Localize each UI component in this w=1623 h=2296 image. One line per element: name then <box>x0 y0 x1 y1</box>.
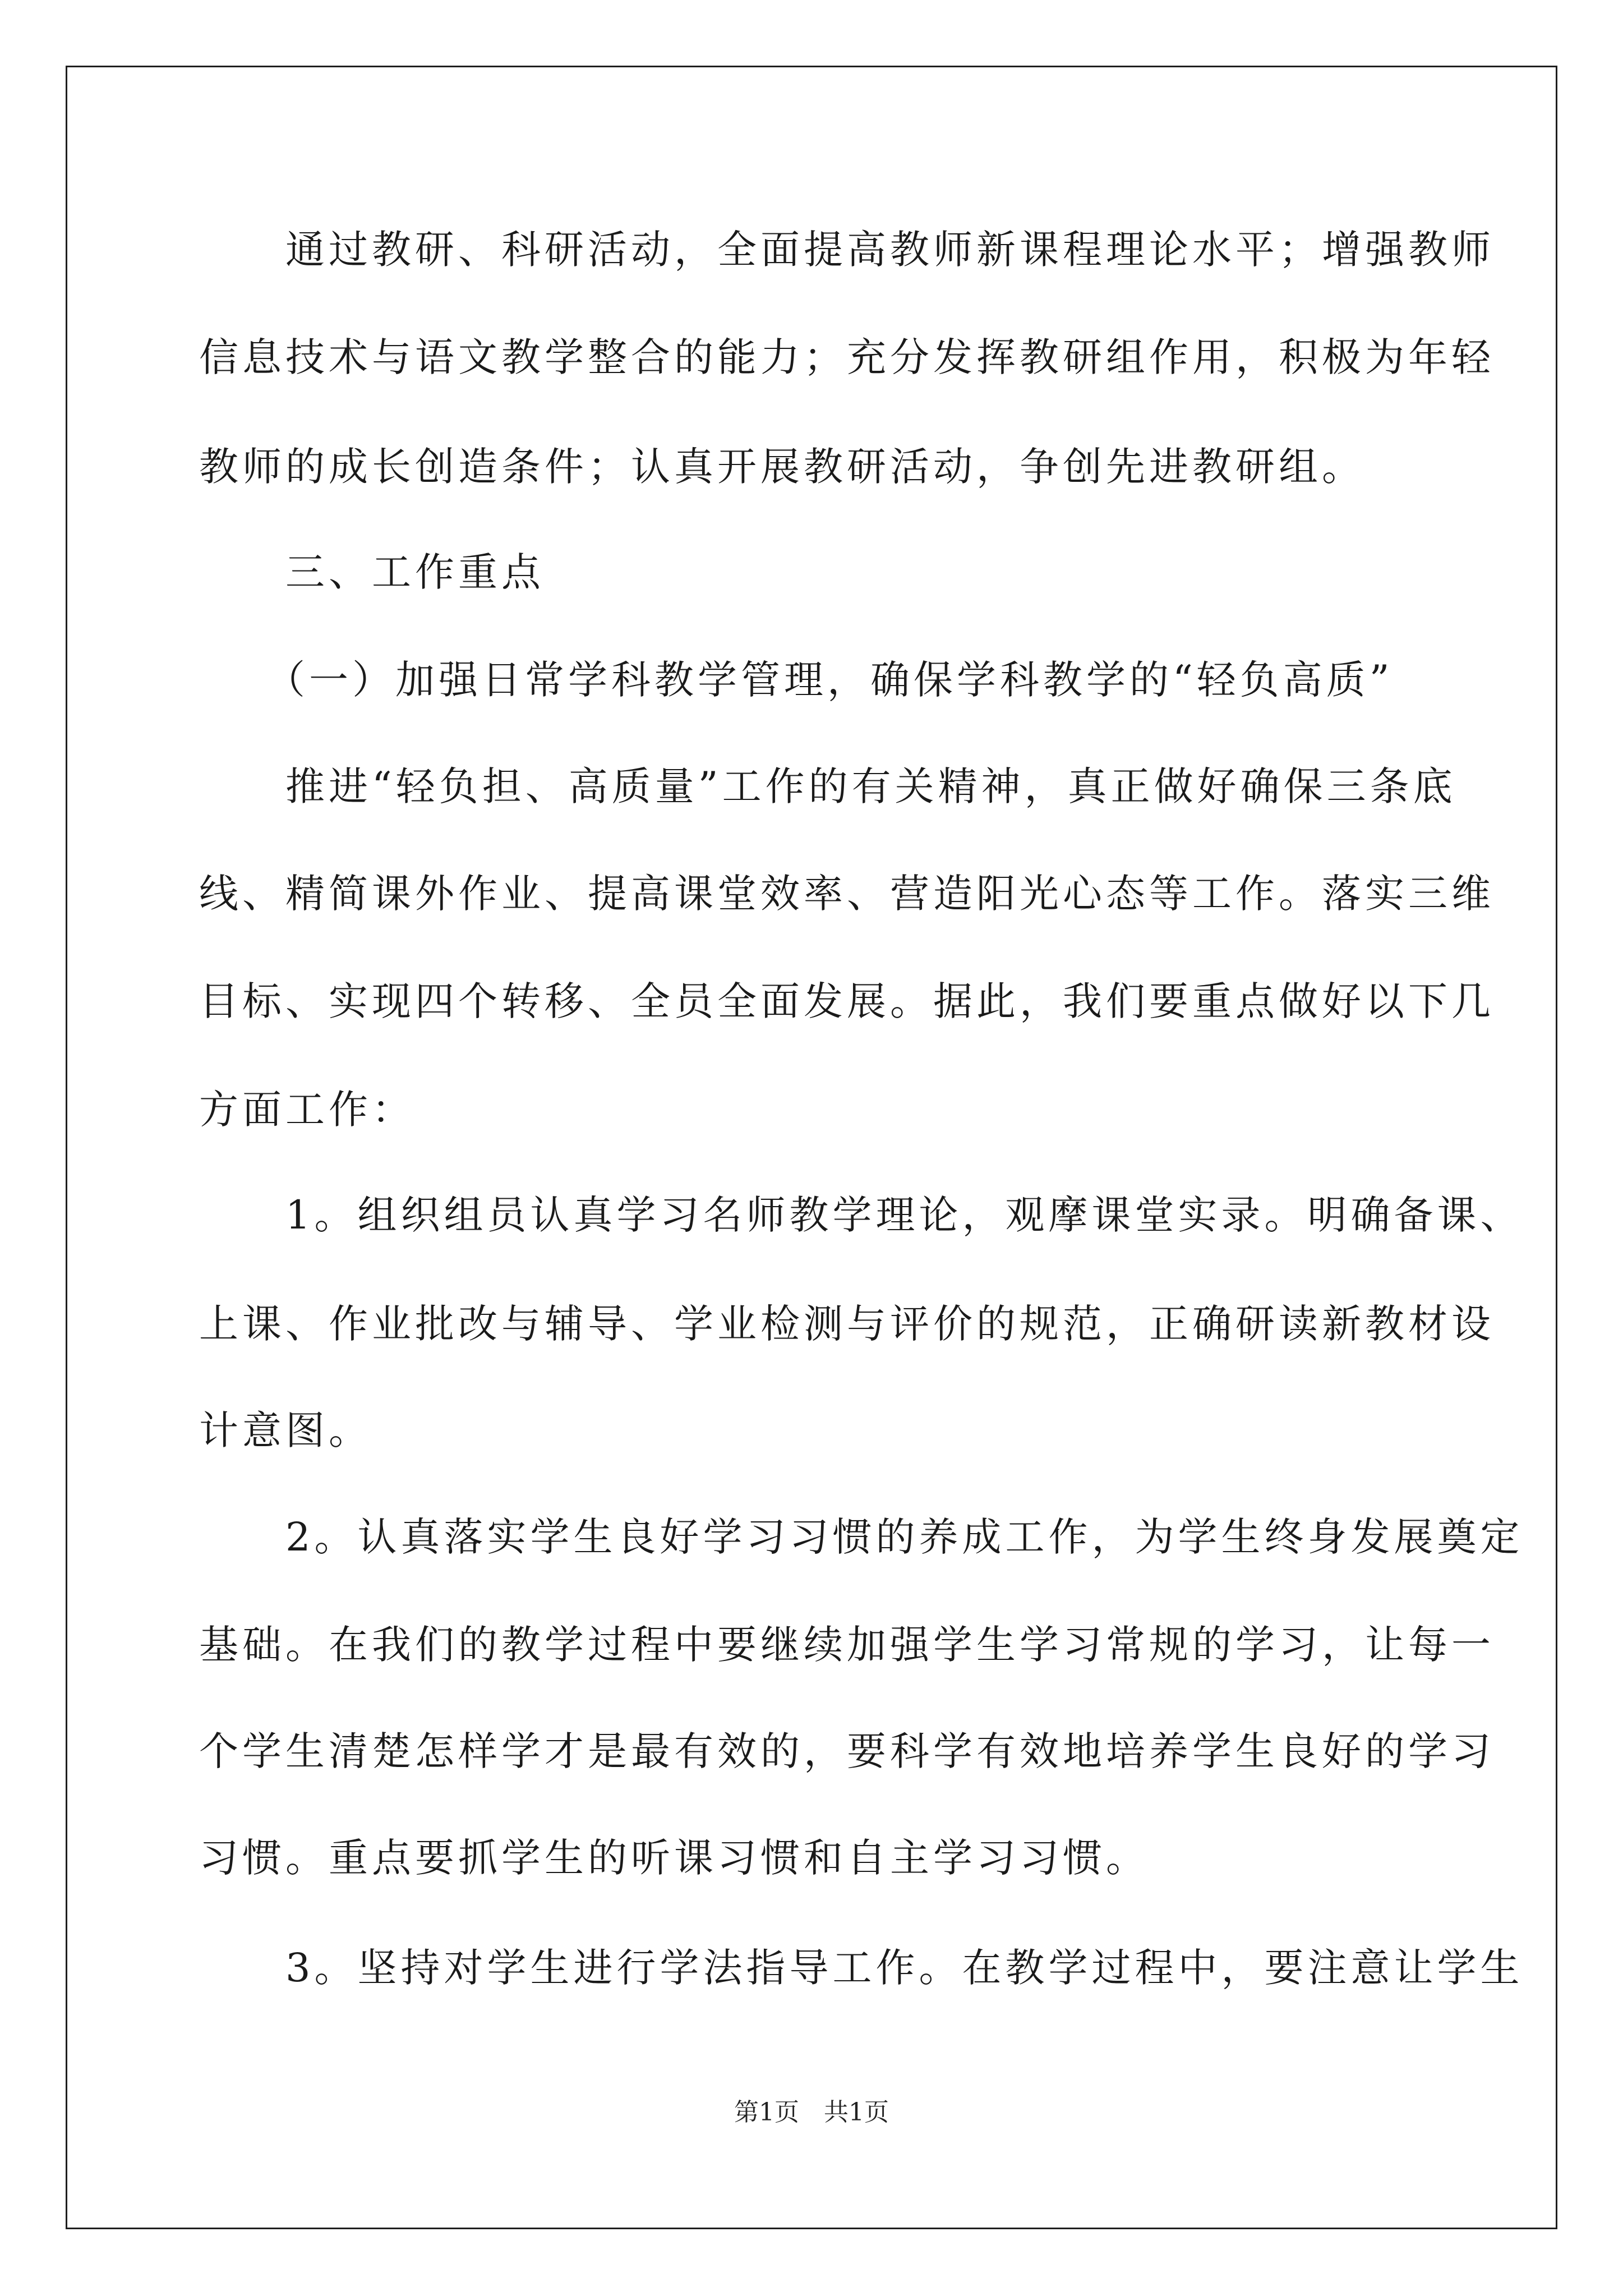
page-footer: 第1页 共1页 <box>734 2098 889 2127</box>
list-item-line: 上课、作业批改与辅导、学业检测与评价的规范，正确研读新教材设 <box>199 1301 1495 1347</box>
paragraph-line: 推进“轻负担、高质量”工作的有关精神，真正做好确保三条底 <box>199 763 1456 809</box>
list-item-line: 习惯。重点要抓学生的听课习惯和自主学习习惯。 <box>199 1835 1149 1881</box>
subsection-heading: （一）加强日常学科教学管理，确保学科教学的“轻负高质” <box>199 657 1394 703</box>
list-item-line: 3。坚持对学生进行学法指导工作。在教学过程中，要注意让学生 <box>199 1945 1524 1991</box>
paragraph-line: 方面工作： <box>199 1087 415 1133</box>
list-item-line: 基础。在我们的教学过程中要继续加强学生学习常规的学习，让每一 <box>199 1622 1495 1668</box>
paragraph-line: 线、精简课外作业、提高课堂效率、营造阳光心态等工作。落实三维 <box>199 871 1495 917</box>
list-item-line: 计意图。 <box>199 1407 372 1453</box>
list-item-line: 1。组织组员认真学习名师教学理论，观摩课堂实录。明确备课、 <box>199 1192 1524 1238</box>
list-item-line: 2。认真落实学生良好学习习惯的养成工作，为学生终身发展奠定 <box>199 1514 1524 1560</box>
paragraph-line: 通过教研、科研活动，全面提高教师新课程理论水平；增强教师 <box>199 227 1495 273</box>
list-item-line: 个学生清楚怎样学才是最有效的，要科学有效地培养学生良好的学习 <box>199 1728 1495 1774</box>
paragraph-line: 目标、实现四个转移、全员全面发展。据此，我们要重点做好以下几 <box>199 978 1495 1024</box>
page-border <box>66 66 1557 2229</box>
section-heading: 三、工作重点 <box>199 549 545 595</box>
paragraph-line: 教师的成长创造条件；认真开展教研活动，争创先进教研组。 <box>199 444 1365 490</box>
paragraph-line: 信息技术与语文教学整合的能力；充分发挥教研组作用，积极为年轻 <box>199 334 1495 380</box>
